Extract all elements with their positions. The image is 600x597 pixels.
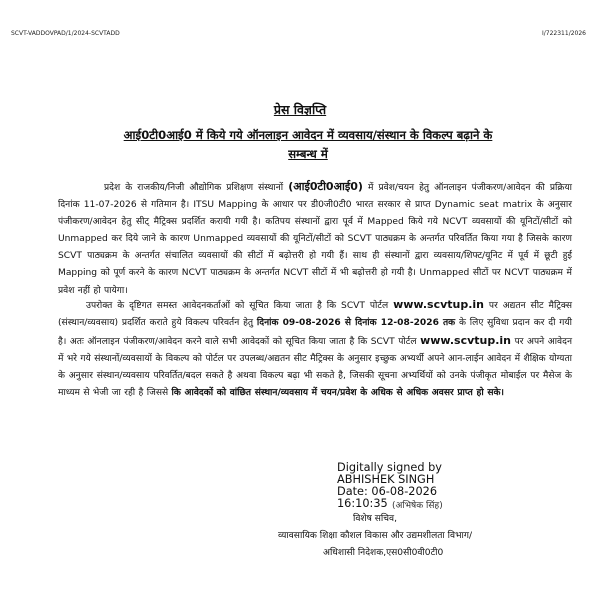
subject-line-2: सम्बन्ध में	[288, 147, 328, 161]
para1-iti-bold: (आई0टी0आई0)	[288, 180, 363, 193]
portal-link-1: www.scvtup.in	[393, 298, 485, 311]
subject-line-1: आई0टी0आई0 में किये गये ऑनलाइन आवेदन में व्यवसाय/संस्थान के विकल्प बढ़ाने के	[123, 128, 493, 142]
date-range: दिनांक 09-08-2026 से दिनांक 12-08-2026 तक	[256, 318, 456, 329]
signature-name: ABHISHEK SINGH	[337, 473, 435, 486]
designation-line-1: विशेष सचिव,	[353, 514, 397, 524]
signature-time: 16:10:35	[337, 497, 388, 510]
para2-text-3: के लिए सुविधा प्रदान कर दी गयी है। अतः ऑनलाइन पंजीकरण/आवेदन करने वाले सभी आवेदकों को सूचित किया जाता है कि SCVT पोर्टल	[58, 318, 572, 348]
para2-text-4: पर अपने आवेदन में भरे गये संस्थानों/व्यवसायों के विकल्प को पोर्टल पर उपलब्ध/अद्यतन सीट मैट्रिक्स के अनुसार इच्छुक अभ्यर्थी अपने आन-लाईन आवेदन में शैक्षिक योग्यता के अनुसार संस्थान/व्यवसाय परिवर्तित/बदल सकते है अथवा विकल्प बढ़ा भी सकते है, जिसकी सूचना अभ्यर्थियों को उनके पंजीकृत मोबाईल पर मैसेज के माध्यम से भेजी जा रही है जिससे	[58, 337, 572, 399]
designation-line-2: व्यावसायिक शिक्षा कौशल विकास और उद्यमशीलता विभाग/	[278, 531, 473, 541]
para2-text-1: उपरोक्त के दृष्टिगत समस्त आवेदनकर्ताओं को सूचित किया जाता है कि SCVT पोर्टल	[86, 301, 394, 311]
signatory-name: (अभिषेक सिंह)	[392, 501, 443, 511]
signature-line-1: Digitally signed by	[337, 461, 442, 474]
title-text: प्रेस विज्ञप्ति	[273, 102, 327, 117]
signature-date: Date: 06-08-2026	[337, 485, 438, 498]
page-title	[0, 101, 600, 118]
portal-link-2: www.scvtup.in	[420, 334, 512, 348]
paragraph-2	[58, 296, 572, 403]
paragraph-1	[58, 178, 572, 300]
designation-block	[0, 511, 600, 562]
subject-heading	[58, 126, 558, 164]
reference-number-left: SCVT-VADDOVPAD/1/2024-SCVTADD	[11, 30, 120, 37]
para2-text-2: पर अद्यतन सीट मैट्रिक्स (संस्थान/व्यवसाय) प्रदर्शित कराते हुये विकल्प परिवर्तन हेतु	[58, 301, 572, 329]
para1-text-1: प्रदेश के राजकीय/निजी औद्योगिक प्रशिक्षण संस्थानों	[104, 183, 289, 193]
reference-number-right: I/722311/2026	[542, 30, 586, 37]
designation-line-3: अधिशासी निदेशक,एस0सी0वी0टी0	[323, 548, 444, 558]
para1-text-2: में प्रवेश/चयन हेतु ऑनलाइन पंजीकरण/आवेदन की प्रक्रिया दिनांक 11-07-2026 से गतिमान है। ITSU Mapping के आधार पर डी0जी0टी0 भारत सरकार से प्राप्त Dynamic seat matrix के अनुसार पंजीकरण/आवेदन हेतु सीट् मैट्रिक्स प्रदर्शित करायी गयी है। कतिपय संस्थानों द्वारा पूर्व में Mapped किये गये NCVT व्यवसायों की यूनिटों/सीटों को Unmapped कर दिये जाने के कारण Unmapped व्यवसायों की यूनिटों/सीटों को SCVT पाठ्यक्रम के अन्तर्गत परिवर्तित किया गया है जिसके कारण SCVT पाठ्यक्रम के अन्तर्गत संचालित व्यवसायों की सीटों में बढ़ोत्तरी हो गयी हैं। साथ ही संस्थानों द्वारा व्यवसाय/शिफ्ट/यूनिट में पूर्व में छूटी हुई Mapping को पूर्ण करने के कारण NCVT पाठ्यक्रम के अन्तर्गत NCVT सीटों में भी बढ़ोत्तरी हो गयी है। Unmapped सीटों पर NCVT पाठ्यक्रम में प्रवेश नहीं हो पायेगा।	[58, 183, 573, 296]
para2-bold-ending: कि आवेदकों को वांछित संस्थान/व्यवसाय में चयन/प्रवेश के अधिक से अधिक अवसर प्राप्त हो सके।	[171, 388, 504, 399]
